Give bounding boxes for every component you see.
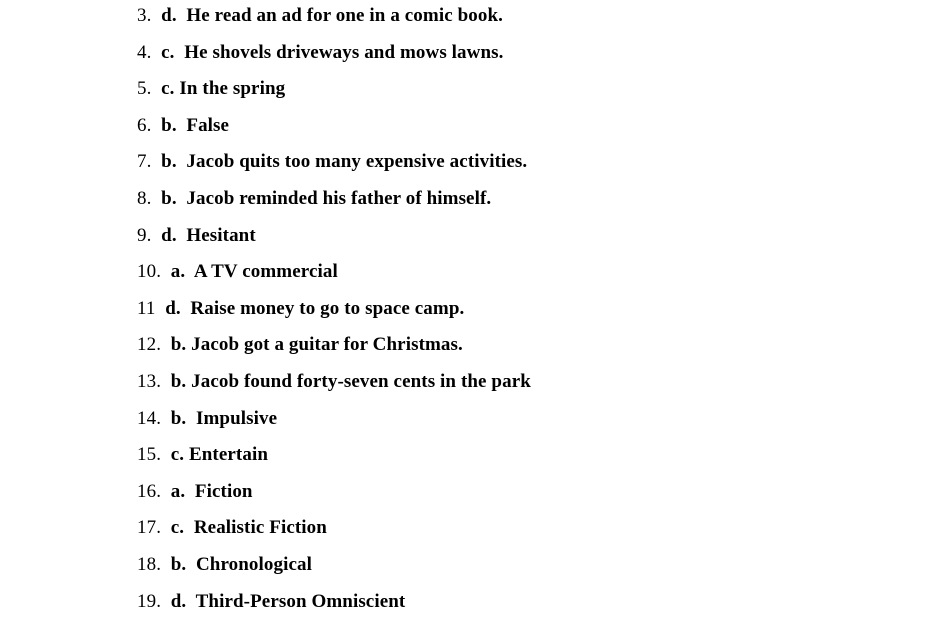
answer-text: b. False (151, 115, 229, 136)
answer-item (137, 151, 531, 188)
answer-number: 10. (137, 261, 161, 282)
answer-text: c. He shovels driveways and mows lawns. (151, 42, 503, 63)
answer-number: 9. (137, 225, 151, 246)
answer-text: d. Hesitant (151, 225, 255, 246)
answer-key-list (137, 5, 531, 627)
answer-number: 4. (137, 42, 151, 63)
answer-number: 18. (137, 554, 161, 575)
answer-item (137, 42, 531, 79)
answer-text: d. Raise money to go to space camp. (156, 298, 465, 319)
answer-item (137, 371, 531, 408)
answer-number: 7. (137, 151, 151, 172)
answer-number: 8. (137, 188, 151, 209)
answer-text: b. Jacob quits too many expensive activities. (151, 151, 527, 172)
answer-number: 14. (137, 408, 161, 429)
answer-item (137, 334, 531, 371)
answer-item (137, 5, 531, 42)
answer-number: 15. (137, 444, 161, 465)
answer-item (137, 298, 531, 335)
answer-number: 16. (137, 481, 161, 502)
answer-item (137, 408, 531, 445)
answer-text: c. In the spring (151, 78, 285, 99)
answer-item (137, 115, 531, 152)
answer-text: b. Jacob reminded his father of himself. (151, 188, 491, 209)
answer-item (137, 517, 531, 554)
answer-number: 19. (137, 591, 161, 612)
answer-number: 12. (137, 334, 161, 355)
answer-item (137, 554, 531, 591)
answer-item (137, 444, 531, 481)
answer-text: a. Fiction (161, 481, 253, 502)
answer-item (137, 591, 531, 627)
answer-number: 17. (137, 517, 161, 538)
answer-text: b. Jacob got a guitar for Christmas. (161, 334, 463, 355)
answer-text: b. Impulsive (161, 408, 277, 429)
answer-text: c. Realistic Fiction (161, 517, 327, 538)
answer-text: a. A TV commercial (161, 261, 338, 282)
answer-text: b. Chronological (161, 554, 312, 575)
answer-item (137, 261, 531, 298)
answer-text: d. He read an ad for one in a comic book. (151, 5, 503, 26)
answer-number: 5. (137, 78, 151, 99)
answer-item (137, 188, 531, 225)
answer-text: d. Third-Person Omniscient (161, 591, 405, 612)
answer-item (137, 225, 531, 262)
answer-item (137, 481, 531, 518)
answer-text: b. Jacob found forty-seven cents in the park (161, 371, 531, 392)
answer-number: 6. (137, 115, 151, 136)
answer-item (137, 78, 531, 115)
answer-number: 11 (137, 298, 156, 319)
answer-number: 13. (137, 371, 161, 392)
answer-text: c. Entertain (161, 444, 268, 465)
answer-number: 3. (137, 5, 151, 26)
